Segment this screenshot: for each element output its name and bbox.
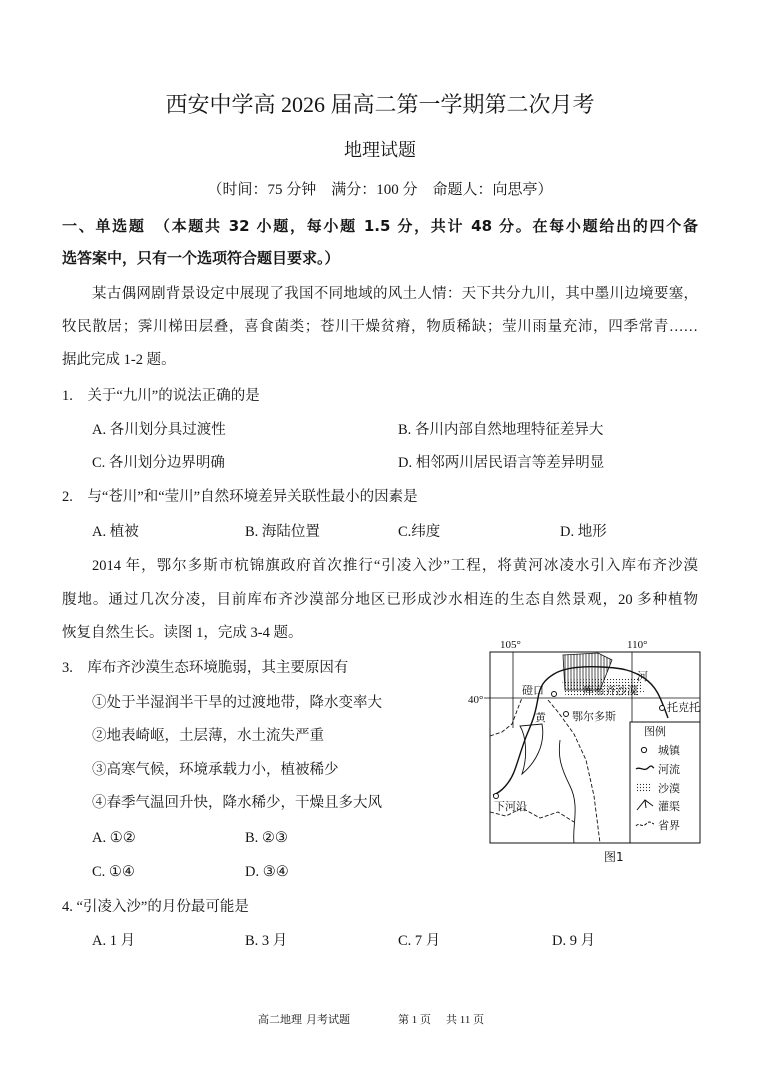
- town-tuoketuo-marker: [660, 706, 665, 711]
- exam-info: （时间：75 分钟 满分：100 分 命题人：向思亭）: [207, 182, 553, 198]
- legend-item-desert: 沙漠: [658, 783, 680, 795]
- legend-item-canal: 灌渠: [658, 801, 680, 813]
- legend-item-boundary: 省界: [658, 820, 680, 832]
- question-2-option-c: C.纬度: [398, 524, 441, 540]
- legend-item-town: 城镇: [658, 745, 680, 757]
- question-1-option-b: B. 各川内部自然地理特征差异大: [398, 422, 604, 438]
- question-3-stem: 3. 库布齐沙漠生态环境脆弱，其主要原因有: [62, 660, 349, 676]
- town-dengkou-marker: [552, 692, 557, 697]
- footer-exam-type: 月考试题: [306, 1014, 350, 1026]
- passage-2-line-2: 腹地。通过几次分凌，目前库布齐沙漠部分地区已形成沙水相连的生态自然景观，20 多种植物: [62, 592, 698, 608]
- label-lon-110: 110°: [627, 639, 648, 651]
- label-dengkou: 磴口: [522, 685, 544, 697]
- question-4-option-c: C. 7 月: [398, 933, 441, 949]
- passage-1-line-1: 某古偶网剧背景设定中展现了我国不同地域的风土人情：天下共分九川，其中墨川边境要塞，: [92, 286, 698, 302]
- label-river-he: 河: [637, 671, 648, 683]
- passage-2-line-3: 恢复自然生长。读图 1，完成 3-4 题。: [62, 625, 303, 641]
- question-1-option-d: D. 相邻两川居民语言等差异明显: [398, 455, 605, 471]
- question-3-option-d: D. ③④: [245, 864, 289, 880]
- question-2-option-d: D. 地形: [560, 524, 607, 540]
- passage-1-line-3: 据此完成 1-2 题。: [62, 352, 176, 368]
- question-1-option-c: C. 各川划分边界明确: [92, 455, 225, 471]
- footer-page-number: 第 1 页: [398, 1014, 431, 1026]
- question-3-statement-2: ②地表崎岖，土层薄，水土流失严重: [92, 728, 324, 744]
- question-3-option-c: C. ①④: [92, 864, 135, 880]
- exam-subject: 地理试题: [344, 140, 416, 160]
- label-lon-105: 105°: [500, 639, 521, 651]
- desert-dots-icon: [637, 782, 652, 792]
- town-xiaheyan-marker: [494, 794, 499, 799]
- question-3-statement-4: ④春季气温回升快，降水稀少，干燥且多大风: [92, 795, 382, 811]
- question-2-stem: 2. 与“苍川”和“莹川”自然环境差异关联性最小的因素是: [62, 489, 418, 505]
- question-3-option-a: A. ①②: [92, 830, 136, 846]
- label-river-huang: 黄: [535, 712, 546, 724]
- map-legend: [630, 722, 700, 843]
- label-tuoketuo: 托克托: [667, 702, 700, 714]
- question-4-option-a: A. 1 月: [92, 933, 136, 949]
- question-1-stem: 1. 关于“九川”的说法正确的是: [62, 388, 260, 404]
- question-3-option-b: B. ②③: [245, 830, 288, 846]
- section-heading-line-2: 选答案中，只有一个选项符合题目要求。）: [62, 249, 340, 267]
- question-3-statement-1: ①处于半湿润半干旱的过渡地带，降水变率大: [92, 695, 382, 711]
- footer-page-total: 共 11 页: [446, 1014, 485, 1026]
- figure-1-map: [462, 636, 712, 868]
- exam-title: 西安中学高 2026 届高二第一学期第二次月考: [165, 92, 595, 117]
- figure-1-caption: 图1: [604, 850, 624, 864]
- passage-1-line-2: 牧民散居；霁川梯田层叠，喜食菌类；苍川干燥贫瘠，物质稀缺；莹川雨量充沛，四季常青……: [62, 319, 698, 335]
- footer-subject: 高二地理: [258, 1014, 302, 1026]
- question-2-option-a: A. 植被: [92, 524, 139, 540]
- town-ordos-marker: [564, 712, 569, 717]
- legend-title: 图例: [644, 726, 666, 738]
- section-heading-line-1: 一、单选题 （本题共 32 小题，每小题 1.5 分，共计 48 分。在每小题给出的四个备: [62, 217, 698, 235]
- legend-item-river: 河流: [658, 764, 680, 776]
- question-3-statement-3: ③高寒气候，环境承载力小，植被稀少: [92, 762, 339, 778]
- question-4-stem: 4. “引凌入沙”的月份最可能是: [62, 899, 249, 915]
- question-4-option-b: B. 3 月: [245, 933, 288, 949]
- label-lat-40: 40°: [468, 694, 484, 706]
- question-2-option-b: B. 海陆位置: [245, 524, 320, 540]
- label-xiaheyan: 下河沿: [494, 801, 527, 813]
- label-ordos: 鄂尔多斯: [572, 711, 616, 723]
- question-4-option-d: D. 9 月: [552, 933, 596, 949]
- label-kubuqi-desert: 库布齐沙漠: [583, 685, 638, 697]
- passage-2-line-1: 2014 年，鄂尔多斯市杭锦旗政府首次推行“引凌入沙”工程，将黄河冰凌水引入库布齐沙漠: [92, 558, 698, 574]
- question-1-option-a: A. 各川划分具过渡性: [92, 422, 226, 438]
- town-circle-icon: [641, 747, 646, 752]
